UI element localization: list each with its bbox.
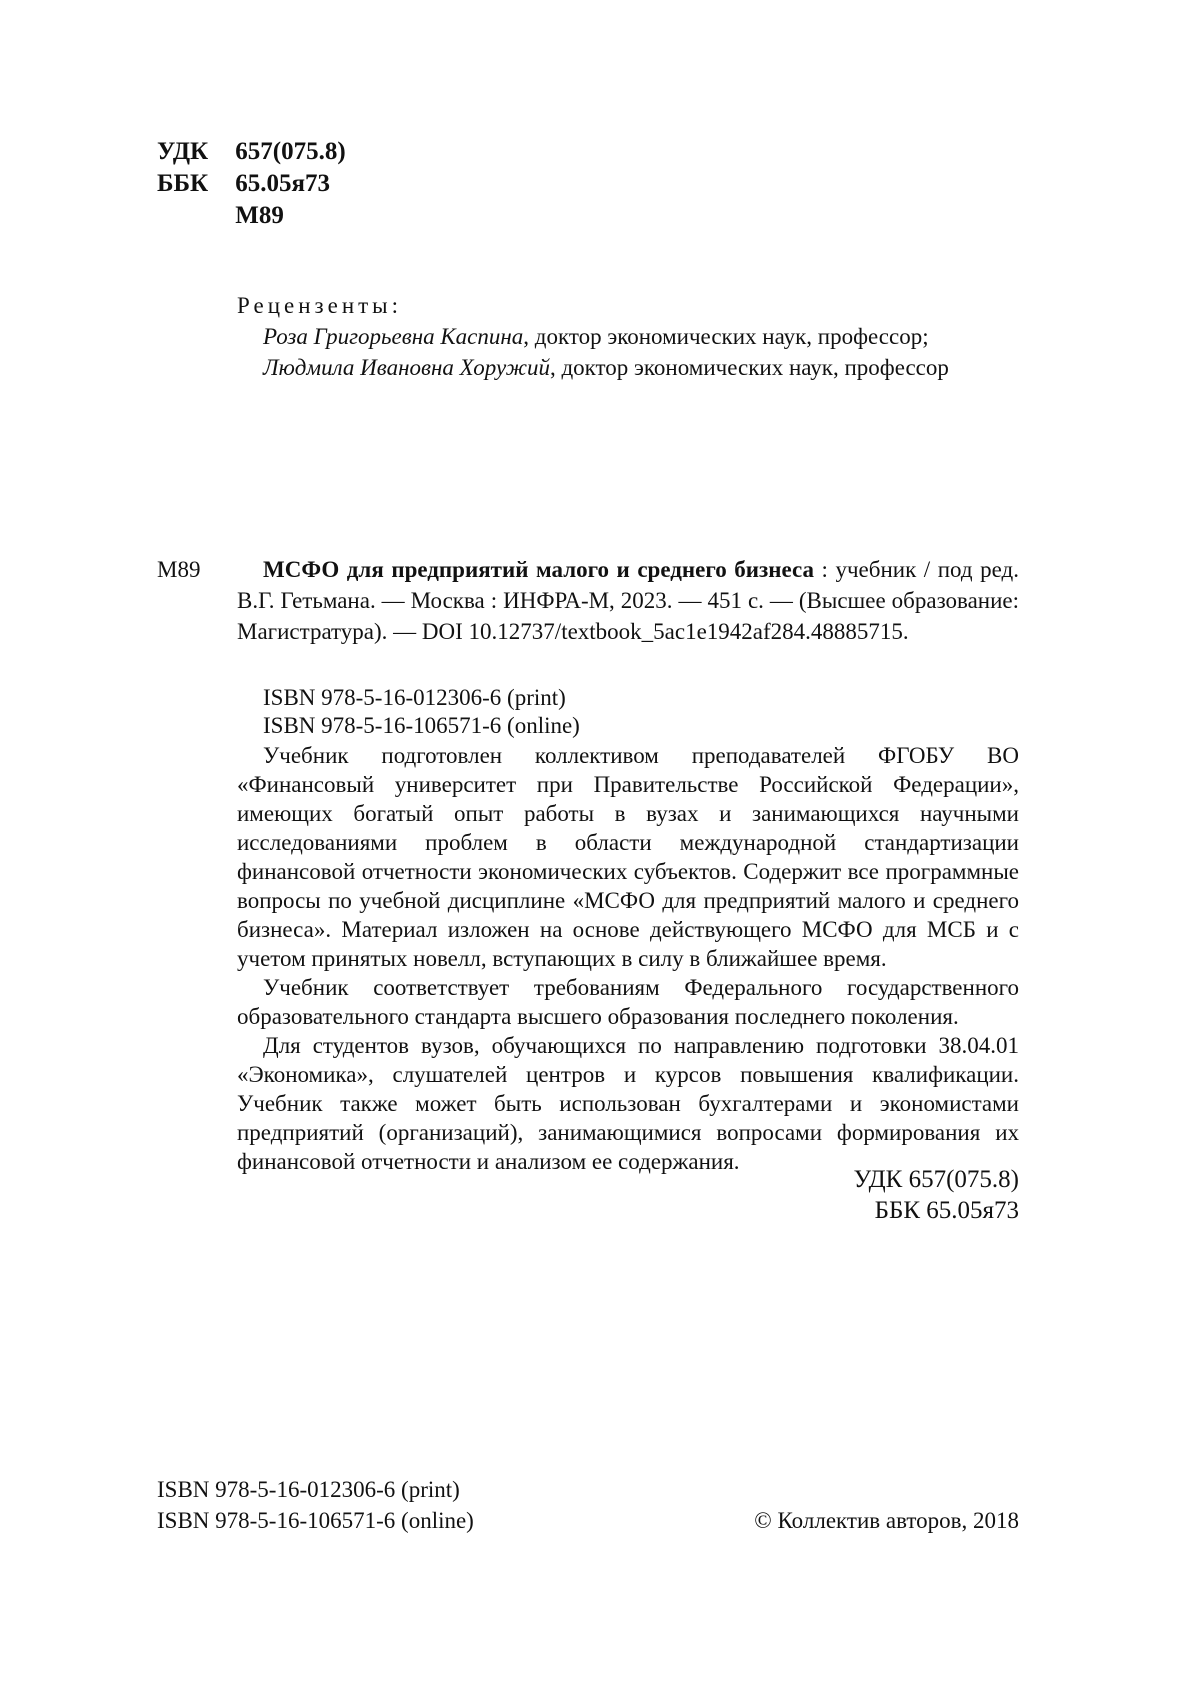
reviewer-credentials: , доктор экономических наук, профессор; — [523, 324, 929, 349]
classification-codes — [157, 136, 346, 232]
author-mark-row — [157, 200, 346, 232]
udk-value: 657(075.8) — [235, 138, 346, 165]
isbn-online: ISBN 978-5-16-106571-6 (online) — [157, 1508, 474, 1533]
reviewer-item — [237, 352, 1019, 383]
biblio-description — [237, 554, 1019, 647]
copyright-notice: © Коллектив авторов, 2018 — [754, 1508, 1019, 1533]
isbn-print: ISBN 978-5-16-012306-6 (print) — [157, 1477, 460, 1502]
isbn-print: ISBN 978-5-16-012306-6 (print) — [263, 685, 566, 710]
udk-row — [157, 136, 346, 168]
bibliographic-record — [157, 554, 1019, 647]
reviewer-name: Роза Григорьевна Каспина — [263, 324, 524, 349]
reviewers-section — [237, 290, 1019, 383]
biblio-details: : учебник / под ред. В.Г. Гетьмана. — Москва : ИНФРА-М, 2023. — 451 с. — (Высшее образование: Магистратура). — DOI 10.12737/textbook_5ac1e1942af284.48885715. — [237, 557, 1019, 644]
udk-label: УДК — [853, 1166, 903, 1193]
annotation-paragraph: Учебник подготовлен коллективом преподавателей ФГОБУ ВО «Финансовый университет при Правительстве Российской Федерации», имеющих богатый опыт работы в вузах и занимающихся научными исследованиями проблем в области международной стандартизации финансовой отчетности экономических субъектов. Содержит все программные вопросы по учебной дисциплине «МСФО для предприятий малого и среднего бизнеса». Материал изложен на основе действующего МСФО для МСБ и с учетом принятых новелл, вступающих в силу в ближайшее время. — [237, 743, 1019, 971]
reviewer-credentials: , доктор экономических наук, профессор — [549, 355, 949, 380]
biblio-author-mark: М89 — [157, 557, 201, 582]
bbk-row — [157, 168, 346, 200]
udk-value: 657(075.8) — [908, 1166, 1019, 1193]
reviewer-item — [237, 321, 1019, 352]
book-title: МСФО для предприятий малого и среднего бизнеса — [263, 557, 814, 582]
udk-row — [853, 1164, 1019, 1195]
bbk-label: ББК — [157, 170, 209, 197]
udk-label: УДК — [157, 138, 209, 165]
bbk-value: 65.05я73 — [926, 1197, 1019, 1224]
bbk-row — [853, 1195, 1019, 1226]
bbk-value: 65.05я73 — [235, 170, 331, 197]
reviewer-name: Людмила Ивановна Хоружий — [263, 355, 550, 380]
isbn-block — [263, 684, 580, 740]
annotation — [237, 741, 1019, 1176]
isbn-online: ISBN 978-5-16-106571-6 (online) — [263, 713, 580, 738]
annotation-paragraph: Учебник соответствует требованиям Федерального государственного образовательного стандарта высшего образования последнего поколения. — [237, 975, 1019, 1029]
author-mark: М89 — [235, 202, 284, 229]
footer-isbn-block — [157, 1474, 474, 1536]
classification-codes-repeat — [853, 1164, 1019, 1226]
annotation-paragraph: Для студентов вузов, обучающихся по направлению подготовки 38.04.01 «Экономика», слушателей центров и курсов повышения квалификации. Учебник также может быть использован бухгалтерами и экономистами предприятий (организаций), занимающимися вопросами формирования их финансовой отчетности и анализом ее содержания. — [237, 1033, 1019, 1174]
bbk-label: ББК — [874, 1197, 920, 1224]
reviewers-heading: Рецензенты: — [237, 293, 403, 318]
